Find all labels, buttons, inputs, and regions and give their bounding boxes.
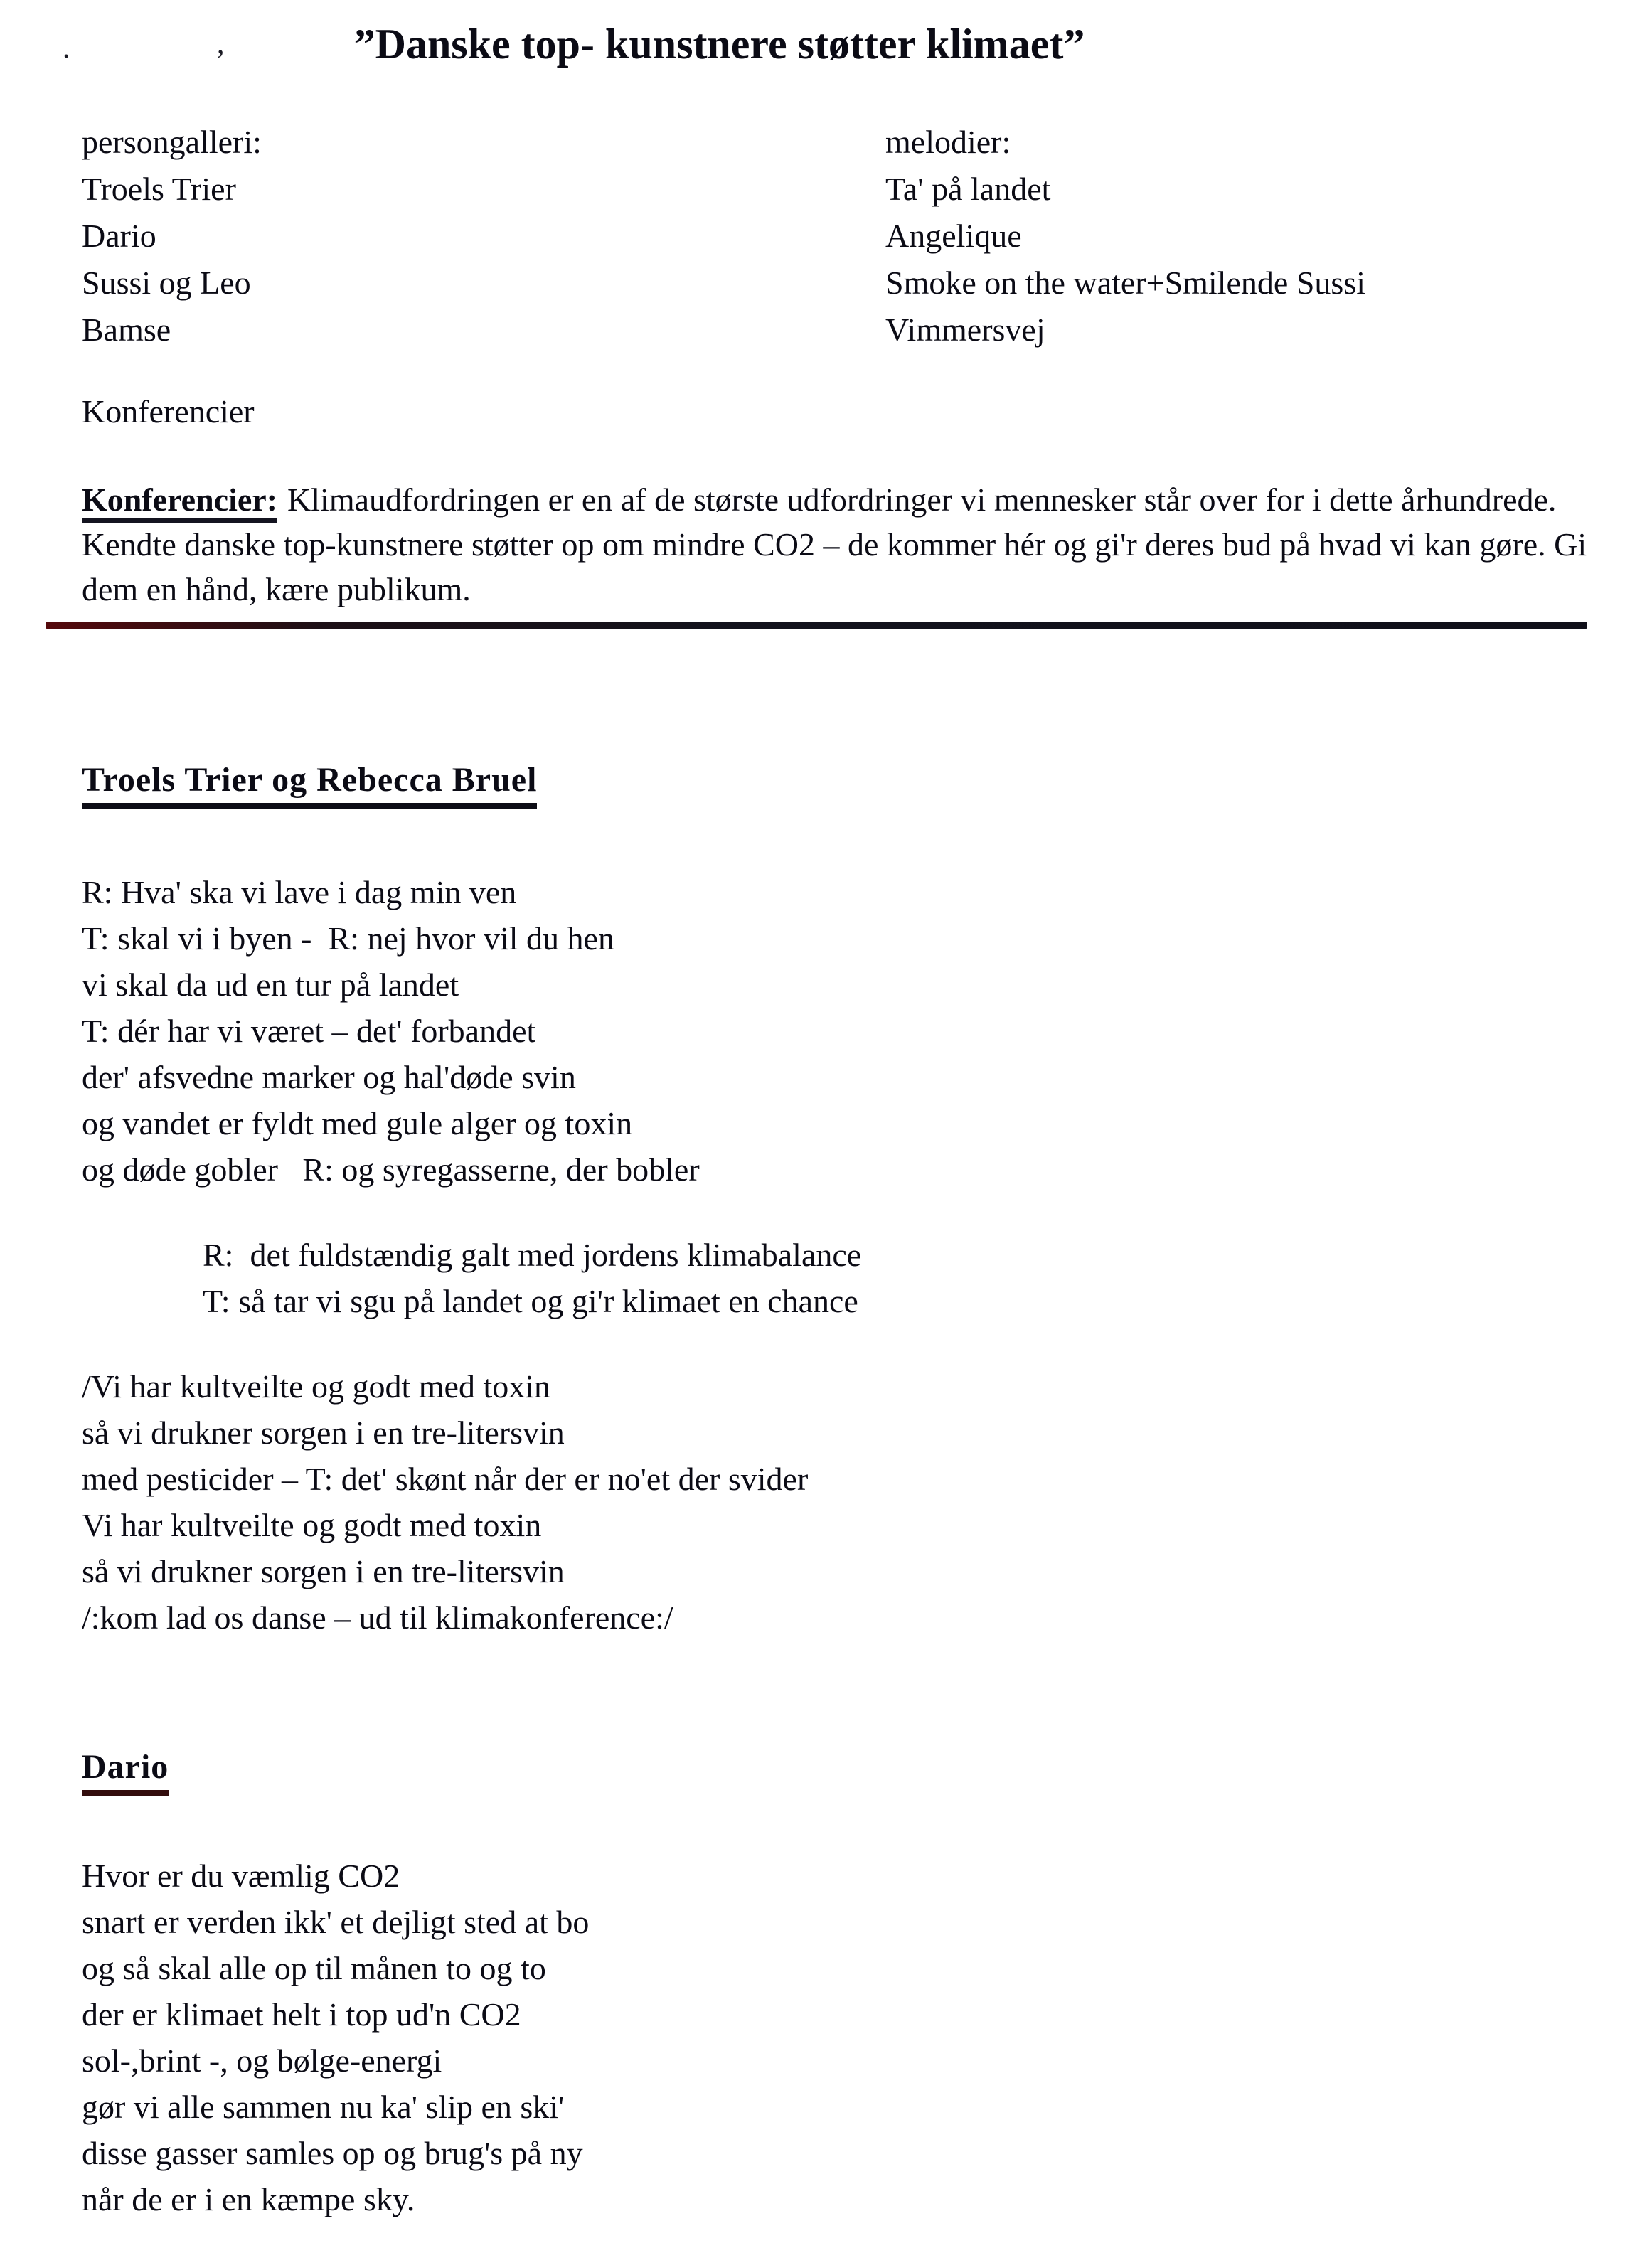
lyric-line: og vandet er fyldt med gule alger og toxin — [82, 1105, 633, 1141]
cast-and-melodies — [0, 119, 1652, 353]
intro-text: Klimaudfordringen er en af de største udfordringer vi mennesker står over for i dette århundrede. Kendte danske top-kunstnere støtter op om mindre CO2 – de kommer hér og gi'r deres bud på hvad vi kan gøre. Gi dem en hånd, kære publikum. — [82, 481, 1587, 607]
persongalleri-label: persongalleri: — [82, 124, 262, 160]
lyric-line: Vi har kultveilte og godt med toxin — [82, 1507, 542, 1543]
cast-item: Dario — [82, 218, 156, 254]
lyric-line: R: Hva' ska vi lave i dag min ven — [82, 874, 517, 910]
cast-item: Sussi og Leo — [82, 265, 251, 301]
melody-item: Angelique — [885, 218, 1022, 254]
lyric-line: disse gasser samles op og brug's på ny — [82, 2135, 583, 2171]
lyric-line: T: dér har vi været – det' forbandet — [82, 1013, 536, 1049]
melody-item: Smoke on the water+Smilende Sussi — [885, 265, 1365, 301]
lyric-line: sol-,brint -, og bølge-energi — [82, 2042, 442, 2079]
lyric-line: snart er verden ikk' et dejligt sted at bo — [82, 1904, 590, 1940]
lyric-line: vi skal da ud en tur på landet — [82, 966, 459, 1003]
melodier-label: melodier: — [885, 124, 1011, 160]
konferencier-role: Konferencier — [82, 393, 255, 430]
lyric-line: og døde gobler R: og syregasserne, der bobler — [82, 1151, 700, 1188]
verse-1 — [0, 869, 1652, 1193]
intro-paragraph — [82, 477, 1589, 612]
lyric-line: Hvor er du væmlig CO2 — [82, 1858, 400, 1894]
section-heading-dario: Dario — [82, 1747, 169, 1796]
page-title: ”Danske top- kunstnere støtter klimaet” — [353, 21, 1085, 68]
lyric-line: /:kom lad os danse – ud til klimakonference:/ — [82, 1599, 673, 1636]
cast-item: Bamse — [82, 311, 171, 348]
cast-item: Troels Trier — [82, 171, 236, 207]
intro-lead: Konferencier: — [82, 481, 277, 523]
melody-item: Ta' på landet — [885, 171, 1051, 207]
lyric-line: der' afsvedne marker og hal'døde svin — [82, 1059, 576, 1095]
lyric-line: T: skal vi i byen - R: nej hvor vil du hen — [82, 920, 614, 957]
lyric-line: så vi drukner sorgen i en tre-litersvin — [82, 1553, 565, 1589]
scan-speck-dot: . — [63, 32, 70, 65]
persongalleri-column — [82, 119, 885, 353]
verse-2 — [0, 1363, 1652, 1641]
lyric-line: der er klimaet helt i top ud'n CO2 — [82, 1996, 521, 2033]
section-heading-troels-trier: Troels Trier og Rebecca Bruel — [82, 760, 537, 809]
lyric-line: når de er i en kæmpe sky. — [82, 2181, 415, 2217]
dario-verse — [0, 1853, 1652, 2222]
lyric-line: og så skal alle op til månen to og to — [82, 1950, 546, 1986]
lyric-line: /Vi har kultveilte og godt med toxin — [82, 1368, 551, 1405]
lyric-line: med pesticider – T: det' skønt når der er no'et der svider — [82, 1461, 809, 1497]
chorus — [0, 1232, 1652, 1324]
divider-rule — [46, 622, 1587, 629]
lyric-line: R: det fuldstændig galt med jordens klimabalance — [203, 1237, 862, 1273]
lyric-line: så vi drukner sorgen i en tre-litersvin — [82, 1415, 565, 1451]
melody-item: Vimmersvej — [885, 311, 1045, 348]
scan-speck-comma: , — [217, 28, 225, 60]
lyric-line: gør vi alle sammen nu ka' slip en ski' — [82, 2089, 565, 2125]
lyric-line: T: så tar vi sgu på landet og gi'r klimaet en chance — [203, 1283, 858, 1319]
melodier-column — [885, 119, 1652, 353]
